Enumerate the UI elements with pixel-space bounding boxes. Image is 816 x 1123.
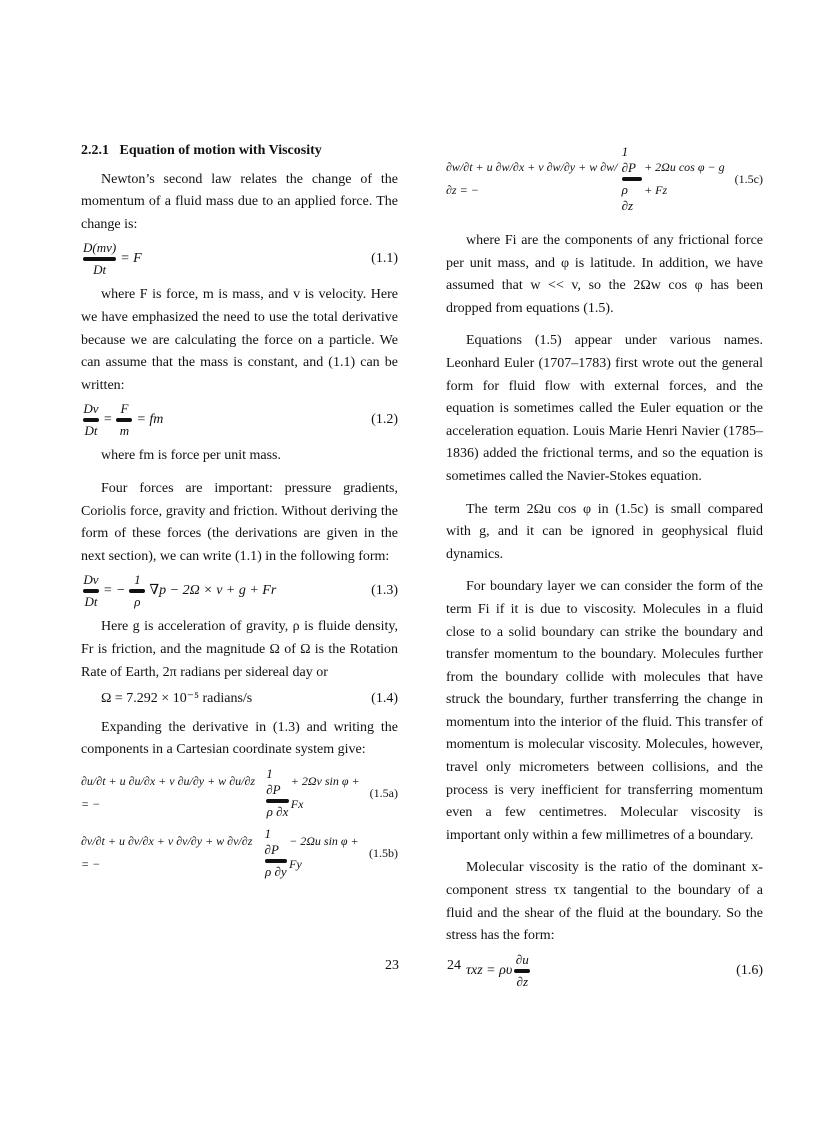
- paragraph: Equations (1.5) appear under various names. Leonhard Euler (1707–1783) first wrote out the general form for fluid flow with external forces, and the equation is sometimes called the Euler equation or the acceleration equation. Louis Marie Henri Navier (1785–1836) added the frictional terms, and so the equation is sometimes called the Navier-Stokes equation.: [446, 333, 763, 484]
- paragraph: Molecular viscosity is the ratio of the dominant x-component stress τx tangential to the boundary of a fluid and the shear of the fluid at the boundary. So the stress has the form:: [446, 860, 763, 944]
- section-heading: 2.2.1 Equation of motion with Viscosity: [81, 143, 322, 158]
- equation-1-6: τxz = ρυ $\frac{\partial u}{\partial z}$ (1.6): [466, 951, 763, 989]
- equation-1-5c: ∂w/∂t + u ∂w/∂x + v ∂w/∂y + w ∂w/∂z = − $\frac{1 \partial P}{\rho \partial z}$ + 2Ωu cos φ − g + Fz (1.5c): [446, 144, 763, 213]
- paragraph: Four forces are important: pressure gradients, Coriolis force, gravity and friction. Without deriving the form of these forces (the derivations are given in the next section), we can write (1.1) in the following form:: [81, 480, 398, 564]
- equation-1-1: $\frac{D(mv)}{Dt}$ = F (1.1): [83, 240, 398, 278]
- paragraph: where Fi are the components of any frictional force per unit mass, and φ is latitude. In addition, we have assumed that w << v, so the 2Ωw cos φ has been dropped from equations (1.5).: [446, 233, 763, 316]
- equation-1-2: $\frac{Dv}{Dt}$ = $\frac{F}{m}$ = fm (1.2): [83, 401, 398, 439]
- equation-1-5a: ∂u/∂t + u ∂u/∂x + v ∂u/∂y + w ∂u/∂z = − $\frac{1 \partial P}{\rho \partial x}$ + 2Ωv sin φ + Fx (1.5a): [81, 765, 398, 819]
- paragraph: Expanding the derivative in (1.3) and writing the components in a Cartesian coordinate system give:: [81, 719, 398, 758]
- page-number-right: 24: [447, 958, 461, 973]
- page-number-left: 23: [385, 958, 399, 973]
- paragraph: For boundary layer we can consider the form of the term Fi if it is due to viscosity. Molecules in a fluid close to a solid boundary can strike the boundary and transfer momentum to the boundary. Molecules further from the boundary collide with molecules that have struck the boundary, further transferring the change in momentum into the interior of the fluid. This transfer of momentum is molecular viscosity. Molecules, however, travel only micrometers between collisions, and the process is very inefficient for transferring momentum even a few centimetres. Molecular viscosity is important only within a few millimetres of a boundary.: [446, 579, 763, 843]
- paragraph: The term 2Ωu cos φ in (1.5c) is small compared with g, and it can be ignored in geophysical fluid dynamics.: [446, 501, 763, 562]
- paragraph: Here g is acceleration of gravity, ρ is fluide density, Fr is friction, and the magnitude Ω of Ω is the Rotation Rate of Earth, 2π radians per sidereal day or: [81, 619, 398, 680]
- equation-1-3: $\frac{Dv}{Dt}$ = − $\frac{1}{\rho}$ ∇p − 2Ω × v + g + Fr (1.3): [83, 572, 398, 610]
- equation-1-4: Ω = 7.292 × 10⁻⁵ radians/s (1.4): [101, 691, 398, 707]
- paragraph: Newton’s second law relates the change of the momentum of a fluid mass due to an applied force. The change is:: [81, 171, 398, 232]
- equation-1-5b: ∂v/∂t + u ∂v/∂x + v ∂v/∂y + w ∂v/∂z = − $\frac{1 \partial P}{\rho \partial y}$ − 2Ωu sin φ + Fy (1.5b): [81, 825, 398, 879]
- left-column: [81, 140, 398, 886]
- paragraph: where fm is force per unit mass.: [101, 448, 281, 464]
- paragraph: where F is force, m is mass, and v is velocity. Here we have emphasized the need to use the total derivative because we are calculating the force on a particle. We can assume that the mass is constant, and (1.1) can be written:: [81, 287, 398, 393]
- right-column: [446, 140, 763, 996]
